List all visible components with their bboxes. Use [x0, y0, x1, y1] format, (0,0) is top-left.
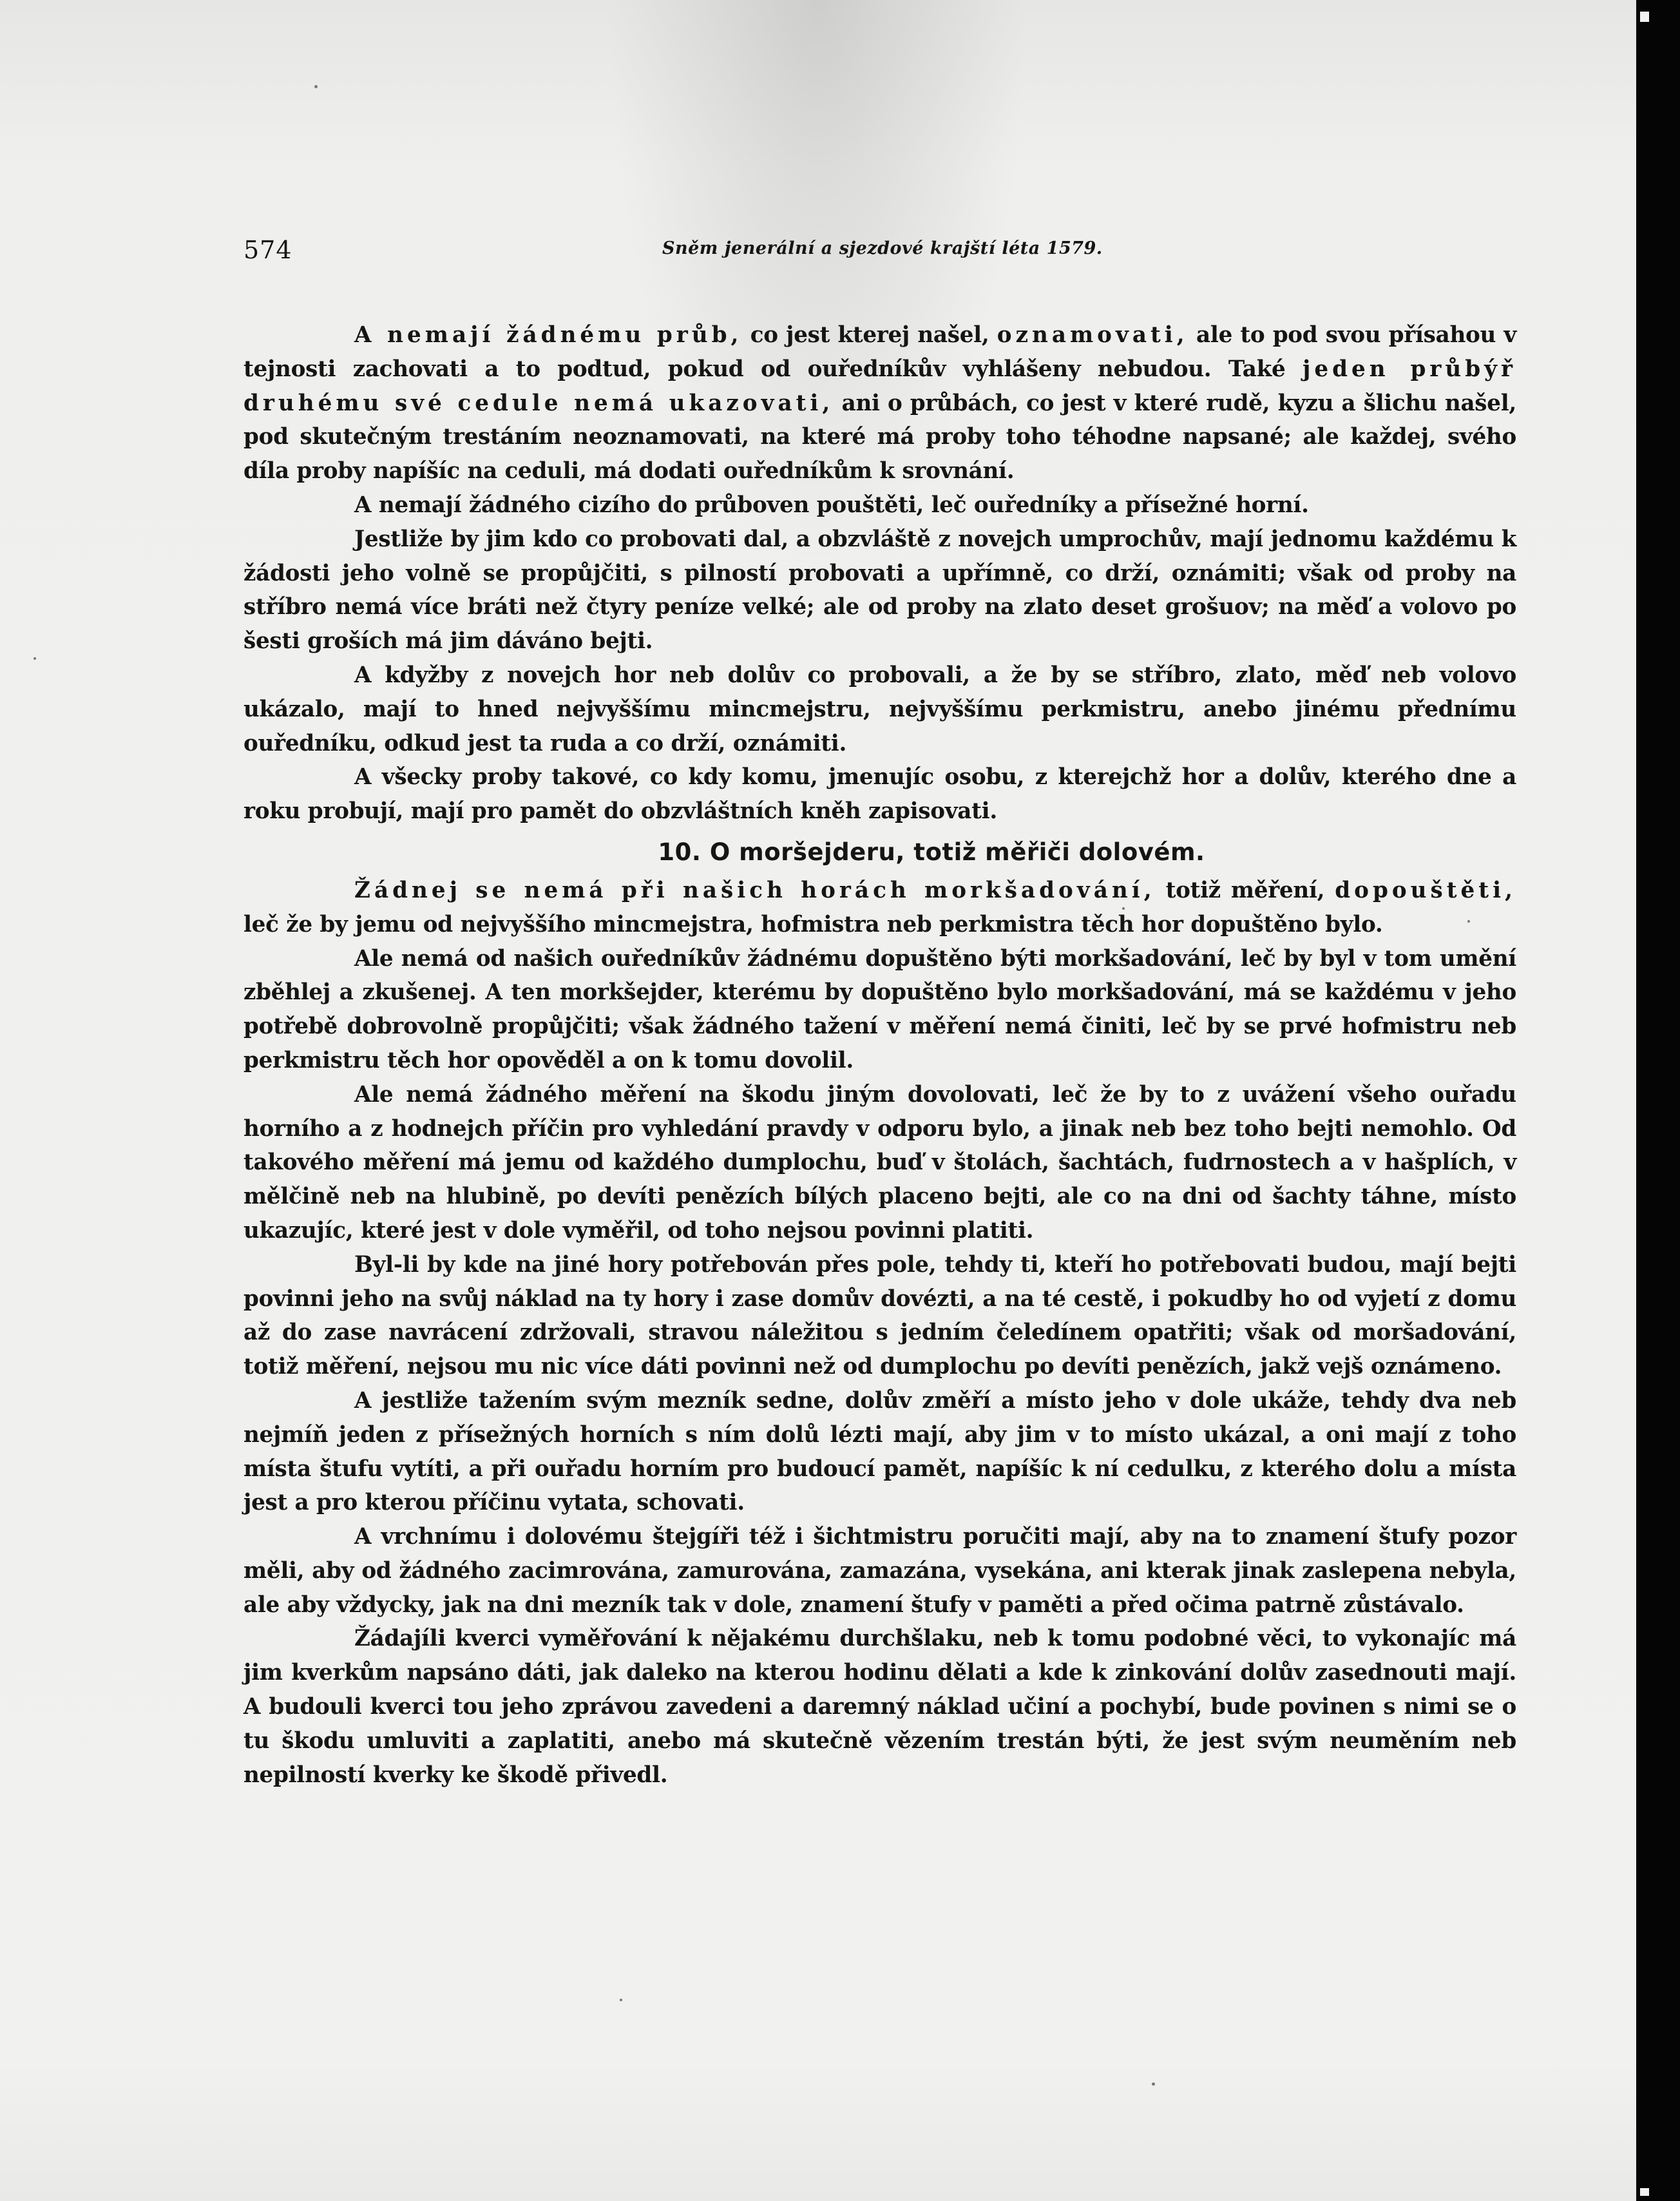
scan-speck [33, 657, 36, 660]
paragraph: Jestliže by jim kdo co probovati dal, a obzvláště z novejch umprochův, mají jednomu každému k žádosti jeho volně se propůjčiti, s pilností probovati a upřímně, co drží, oznámiti; však od proby na stříbro nemá více bráti než čtyry peníze velké; ale od proby na zlato deset grošuov; na měď a volovo po šesti groších má jim dáváno bejti. [243, 526, 1516, 655]
paragraph [243, 318, 1516, 488]
paragraph: A vrchnímu i dolovému štejgíři též i šichtmistru poručiti mají, aby na to znamení štufy pozor měli, aby od žádného zacimrována, zamurována, zamazána, vysekána, ani kterak jinak zaslepena nebyla, ale aby vždycky, jak na dni mezník tak v dole, znamení štufy v paměti a před očima patrně zůstávalo. [243, 1524, 1516, 1618]
page-content [243, 229, 1516, 1792]
page-number: 574 [243, 236, 292, 264]
paragraph: Byl-li by kde na jiné hory potřebován přes pole, tehdy ti, kteří ho potřebovati budou, mají bejti povinni jeho na svůj náklad na ty hory i zase domův dovézti, a na té cestě, i pokudby ho od vyjetí z domu až do zase navrácení zdržovali, stravou náležitou s jedním čeledínem opatřiti; však od moršadování, totiž měření, nejsou mu nic více dáti povinni než od dumplochu po devíti penězích, jakž vejš oznámeno. [243, 1251, 1516, 1380]
spaced-emphasis: jeden průbýř druhému své cedule nemá ukazovati, [243, 356, 1516, 416]
body-text [243, 318, 1516, 1792]
paragraph: A kdyžby z novejch hor neb dolův co probovali, a že by se stříbro, zlato, měď neb volovo ukázalo, mají to hned nejvyššímu mincmejstru, nejvyššímu perkmistru, anebo jinému přednímu ouředníku, odkud jest ta ruda a co drží, oznámiti. [243, 662, 1516, 756]
paragraph: A všecky proby takové, co kdy komu, jmenujíc osobu, z kterejchž hor a dolův, kterého dne a roku probují, mají pro pamět do obzvláštních kněh zapisovati. [243, 764, 1516, 825]
text-run: ani o průbách, co jest v které rudě, kyzu a šlichu našel, pod skutečným trestáním neoznamovati, na které má proby toho téhodne napsané; ale každej, svého díla proby napíšíc na ceduli, má dodati ouředníkům k srovnání. [243, 390, 1516, 485]
spaced-emphasis: dopouštěti, [1335, 877, 1516, 903]
text-run: ale to pod svou přísahou v tejnosti zachovati a to podtud, pokud od ouředníkův vyhlášeny nebudou. Také [243, 322, 1516, 382]
scan-edge-mark [1640, 12, 1649, 22]
paragraph [243, 874, 1516, 942]
paragraph: Ale nemá žádného měření na škodu jiným dovolovati, leč že by to z uvážení všeho ouřadu horního a z hodnejch příčin pro vyhledání pravdy v odporu bylo, a jinak neb bez toho bejti nemohlo. Od takového měření má jemu od každého dumplochu, buď v štolách, šachtách, fudrnostech a v hašplích, v mělčině neb na hlubině, po devíti penězích bílých placeno bejti, ale co na dni od šachty táhne, místo ukazujíc, které jest v dole vyměřil, od toho nejsou povinni platiti. [243, 1081, 1516, 1244]
paragraph: A nemají žádného cizího do průboven pouštěti, leč ouředníky a přísežné horní. [354, 492, 1309, 518]
running-head [243, 229, 1516, 272]
scan-border [1636, 0, 1680, 2201]
spaced-emphasis: A nemají žádnému průb, [354, 322, 743, 348]
scan-edge-mark [1640, 2188, 1649, 2196]
spaced-emphasis: Žádnej se nemá při našich horách morkšadování, [354, 877, 1156, 903]
text-run: totiž měření, [1155, 877, 1335, 903]
scan-speck [314, 85, 318, 88]
paragraph: A jestliže tažením svým mezník sedne, dolův změří a místo jeho v dole ukáže, tehdy dva neb nejmíň jeden z přísežných horních s ním dolů lézti mají, aby jim v to místo ukázal, a oni mají z toho místa štufu vytíti, a při ouřadu horním pro budoucí pamět, napíšíc k ní cedulku, z kterého dolu a místa jest a pro kterou příčinu vytata, schovati. [243, 1387, 1516, 1516]
section-heading: 10. O moršejderu, totiž měřiči dolovém. [658, 838, 1205, 866]
paragraph: Žádajíli kverci vyměřování k nějakému durchšlaku, neb k tomu podobné věci, to vykonajíc má jim kverkům napsáno dáti, jak daleko na kterou hodinu dělati a kde k zinkování dolův zasednouti mají. A budouli kverci tou jeho zprávou zavedeni a daremný náklad učiní a pochybí, bude povinen s nimi se o tu škodu umluviti a zaplatiti, anebo má skutečně vězením trestán býti, že jest svým neuměním neb nepilností kverky ke škodě přivedl. [243, 1626, 1516, 1788]
spaced-emphasis: oznamovati, [997, 322, 1188, 348]
paragraph: Ale nemá od našich ouředníkův žádnému dopuštěno býti morkšadování, leč by byl v tom umění zběhlej a zkušenej. A ten morkšejder, kterému by dopuštěno bylo morkšadování, má se každému v jeho potřebě dobrovolně propůjčiti; však žádného tažení v měření nemá činiti, leč by se prvé hofmistru neb perkmistru těch hor opověděl a on k tomu dovolil. [243, 945, 1516, 1073]
text-run: co jest kterej našel, [742, 322, 997, 348]
running-title: Sněm jenerální a sjezdové krajští léta 1579. [662, 238, 1103, 258]
text-run: leč že by jemu od nejvyššího mincmejstra, hofmistra neb perkmistra těch hor dopuštěno bylo. [243, 911, 1383, 937]
scan-speck [620, 1999, 622, 2001]
scan-speck [1152, 2082, 1155, 2086]
